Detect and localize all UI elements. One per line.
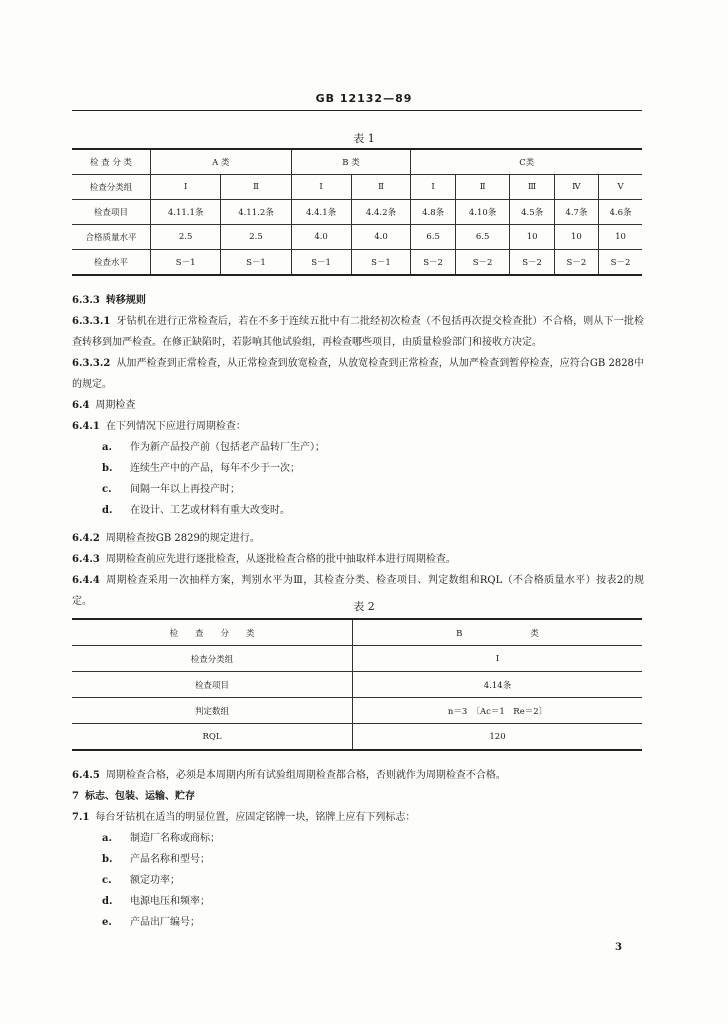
table-row (72, 672, 642, 698)
table-cell: S－1 (221, 250, 291, 276)
table-cell: 4.0 (291, 225, 351, 250)
clause-text: 周期检查 (95, 400, 136, 411)
list-text: 连续生产中的产品，每年不少于一次； (130, 463, 300, 474)
paragraph (72, 353, 644, 395)
paragraph (72, 395, 644, 416)
table-row (72, 724, 642, 751)
clause-number: 6.4.1 (72, 421, 100, 432)
list-text: 额定功率； (130, 875, 180, 886)
table-cell: 检 查 分 类 (72, 149, 151, 175)
paragraph (72, 549, 644, 570)
clause-text: 周期检查合格，必须是本周期内所有试验组周期检查都合格，否则就作为周期检查不合格。 (105, 770, 506, 781)
clause-text: 周期检查采用一次抽样方案，判别水平为Ⅲ，其检查分类、检查项目、判定数组和RQL（不合格质量水平）按表2的规定。 (72, 575, 644, 607)
table-row (72, 250, 642, 276)
table-cell: 6.5 (411, 225, 455, 250)
list-marker: d. (102, 896, 113, 907)
table-cell: C类 (411, 149, 642, 175)
table-cell: Ⅰ (353, 646, 643, 672)
section-6-4-5 (72, 765, 644, 933)
list-item (72, 828, 644, 849)
clause-number: 6.3.3.2 (72, 358, 111, 369)
paragraph (72, 786, 644, 807)
list-item (72, 891, 644, 912)
paragraph (72, 765, 644, 786)
table1-caption: 表 1 (353, 132, 375, 145)
table-cell: 4.14条 (353, 672, 643, 698)
list-marker: a. (102, 833, 112, 844)
table-cell: 4.4.2条 (351, 200, 411, 225)
clause-number: 6.4 (72, 400, 90, 411)
table-cell: S－2 (554, 250, 598, 276)
table-cell: 10 (554, 225, 598, 250)
clause-text: 标志、包装、运输、贮存 (84, 791, 195, 802)
table-cell: S－1 (351, 250, 411, 276)
table-row (72, 200, 642, 225)
header-rule (72, 110, 642, 111)
table-cell: 4.11.1条 (151, 200, 221, 225)
list-item (72, 458, 644, 479)
table-cell: 4.8条 (411, 200, 455, 225)
table-cell: Ⅱ (351, 175, 411, 200)
list-item (72, 437, 644, 458)
table-cell: B 类 (291, 149, 411, 175)
clause-number: 6.4.4 (72, 575, 100, 586)
paragraph (72, 416, 644, 437)
table-cell: Ⅱ (221, 175, 291, 200)
table-row (72, 175, 642, 200)
paragraph (72, 290, 644, 311)
table-row (72, 225, 642, 250)
clause-text: 周期检查前应先进行逐批检查，从逐批检查合格的批中抽取样本进行周期检查。 (105, 554, 456, 565)
clause-number: 7 (72, 791, 79, 802)
paragraph (72, 807, 644, 828)
clause-text: 从加严检查到正常检查，从正常检查到放宽检查，从放宽检查到正常检查，从加严检查到暂停检查，应符合GB 2828中的规定。 (72, 358, 644, 390)
list-marker: c. (102, 484, 112, 495)
table-cell: Ⅱ (455, 175, 510, 200)
table-cell: 检查分类组 (72, 646, 353, 672)
table-cell: Ⅰ (291, 175, 351, 200)
list-item (72, 912, 644, 933)
table-row (72, 149, 642, 175)
list-text: 产品出厂编号； (130, 917, 200, 928)
list-marker: b. (102, 463, 113, 474)
table-row (72, 619, 642, 646)
table-cell: 检查分类组 (72, 175, 151, 200)
table-cell: S－2 (510, 250, 554, 276)
table-cell: 检 查 分 类 (72, 619, 353, 646)
table-cell: 合格质量水平 (72, 225, 151, 250)
table-cell: B 类 (353, 619, 643, 646)
list-text: 制造厂名称或商标； (130, 833, 220, 844)
table2-caption: 表 2 (353, 600, 375, 613)
list-text: 电源电压和频率； (130, 896, 210, 907)
section-6-3-3 (72, 290, 644, 521)
table-cell: 检查项目 (72, 200, 151, 225)
table-row (72, 698, 642, 724)
table-cell: 2.5 (151, 225, 221, 250)
table-cell: n＝3 〔Ac＝1 Re＝2〕 (353, 698, 643, 724)
clause-text: 转移规则 (105, 295, 146, 306)
table-cell: S－2 (455, 250, 510, 276)
table-1 (72, 148, 642, 276)
table-cell: A 类 (151, 149, 292, 175)
table-cell: Ⅳ (554, 175, 598, 200)
list-marker: d. (102, 505, 113, 516)
list-item (72, 479, 644, 500)
table-cell: 2.5 (221, 225, 291, 250)
clause-number: 6.3.3.1 (72, 316, 111, 327)
list-marker: e. (102, 917, 112, 928)
clause-text: 在下列情况下应进行周期检查： (105, 421, 246, 432)
table-cell: 4.0 (351, 225, 411, 250)
table-cell: RQL (72, 724, 353, 751)
clause-number: 6.4.2 (72, 533, 100, 544)
list-text: 间隔一年以上再投产时； (130, 484, 240, 495)
table-cell: 6.5 (455, 225, 510, 250)
list-text: 产品名称和型号； (130, 854, 210, 865)
table-cell: Ⅰ (411, 175, 455, 200)
clause-number: 6.4.3 (72, 554, 100, 565)
clause-number: 7.1 (72, 812, 90, 823)
clause-text: 牙钻机在进行正常检查后，若在不多于连续五批中有二批经初次检查（不包括再次提交检查批）不合格，则从下一批检查转移到加严检查。在修正缺陷时，若影响其他试验组，再检查哪些项目，由质量检验部门和接收方决定。 (72, 316, 644, 348)
table-cell: 4.11.2条 (221, 200, 291, 225)
table-cell: S－1 (151, 250, 221, 276)
table-cell: 10 (599, 225, 642, 250)
table-cell: Ⅰ (151, 175, 221, 200)
table-cell: 4.4.1条 (291, 200, 351, 225)
page-header: GB 12132—89 (315, 92, 413, 105)
paragraph (72, 311, 644, 353)
list-marker: a. (102, 442, 112, 453)
clause-number: 6.3.3 (72, 295, 100, 306)
table-cell: Ⅴ (599, 175, 642, 200)
table-cell: 判定数组 (72, 698, 353, 724)
list-item (72, 500, 644, 521)
table-cell: 检查项目 (72, 672, 353, 698)
list-text: 在设计、工艺或材料有重大改变时。 (130, 505, 290, 516)
clause-text: 周期检查按GB 2829的规定进行。 (105, 533, 260, 544)
table-cell: 120 (353, 724, 643, 751)
table-cell: S－2 (411, 250, 455, 276)
list-item (72, 870, 644, 891)
table-2 (72, 618, 642, 751)
paragraph (72, 528, 644, 549)
table-cell: 4.5条 (510, 200, 554, 225)
table-cell: 检查水平 (72, 250, 151, 276)
clause-number: 6.4.5 (72, 770, 100, 781)
table-cell: 4.10条 (455, 200, 510, 225)
list-item (72, 849, 644, 870)
table-cell: Ⅲ (510, 175, 554, 200)
table-cell: S－2 (599, 250, 642, 276)
table-cell: S－1 (291, 250, 351, 276)
table-row (72, 646, 642, 672)
list-marker: b. (102, 854, 113, 865)
list-marker: c. (102, 875, 112, 886)
list-text: 作为新产品投产前（包括老产品转厂生产）； (130, 442, 325, 453)
table-cell: 4.7条 (554, 200, 598, 225)
table-cell: 4.6条 (599, 200, 642, 225)
page-number: 3 (615, 942, 622, 953)
table-cell: 10 (510, 225, 554, 250)
clause-text: 每台牙钻机在适当的明显位置，应固定铭牌一块，铭牌上应有下列标志： (95, 812, 416, 823)
